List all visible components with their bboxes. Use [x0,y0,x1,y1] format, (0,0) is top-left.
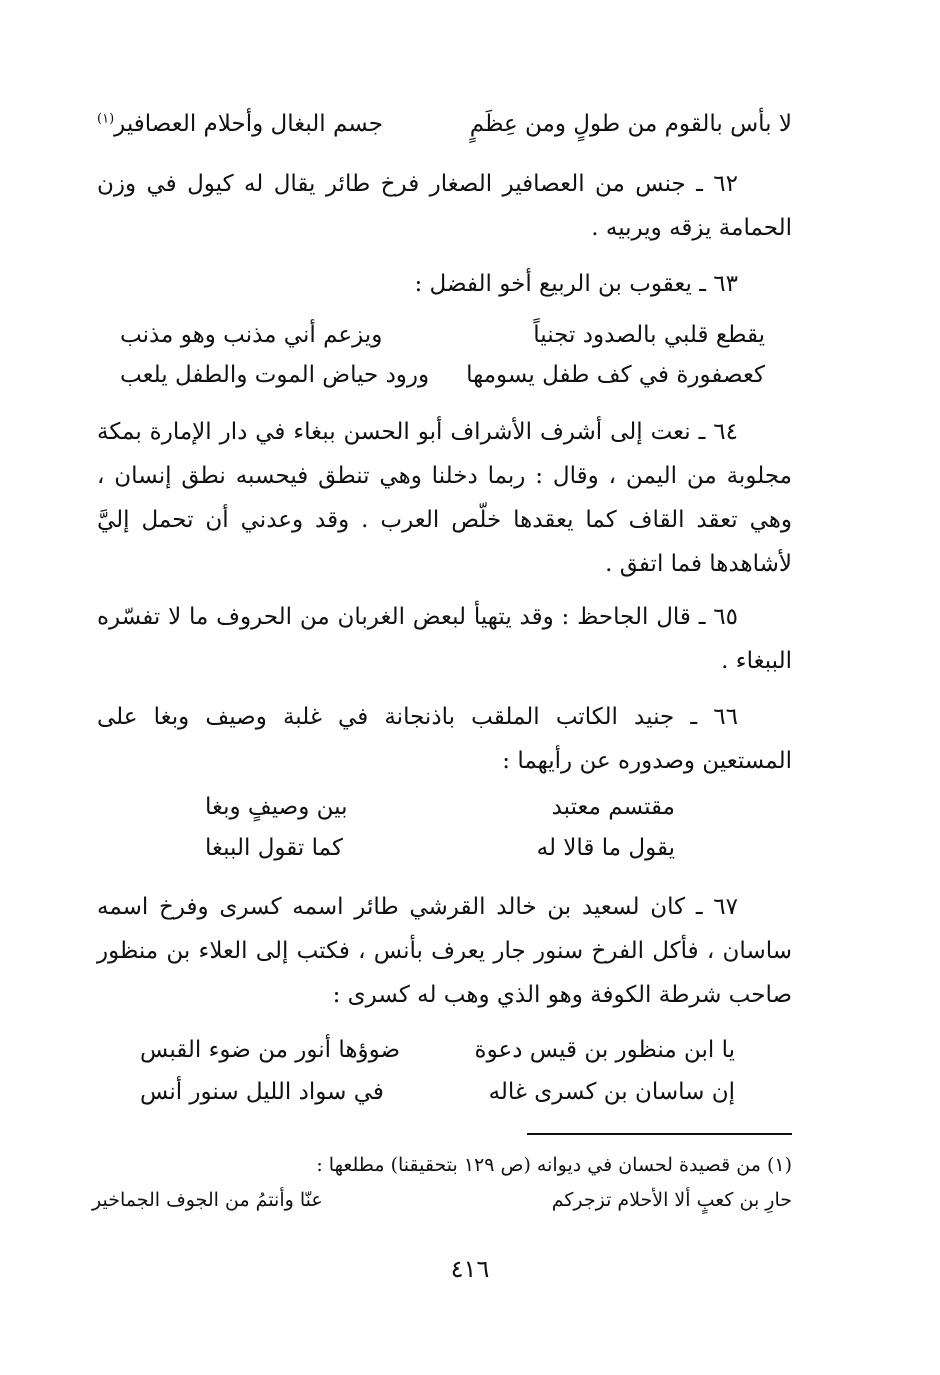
paragraph-63-text: ٦٣ ـ يعقوب بن الربيع أخو الفضل : [414,271,738,297]
paragraph-66 [97,695,792,783]
paragraph-65-text: ٦٥ ـ قال الجاحظ : وقد يتهيأ لبعض الغربان من الحروف ما لا تفسّره الببغاء . [97,604,792,674]
paragraph-62-text: ٦٢ ـ جنس من العصافير الصغار فرخ طائر يقال له كيول في وزن الحمامة يزقه ويربيه . [97,171,792,241]
verse-66-1-left: بين وصيفٍ وبغا [205,794,348,820]
paragraph-66-text: ٦٦ ـ جنيد الكاتب الملقب باذنجانة في غلبة وصيف وبغا على المستعين وصدوره عن رأيهما : [97,704,792,774]
footnote-line-1 [92,1150,792,1180]
verse-63-2 [120,355,765,395]
verse-63-1 [120,315,765,355]
verse-63-1-right: يقطع قلبي بالصدود تجنياً [533,322,765,348]
paragraph-67 [97,885,792,1017]
paragraph-63 [97,262,792,306]
verse-top-right [470,104,792,144]
paragraph-64 [97,410,792,586]
verse-top-left-text: جسم البغال وأحلام العصافير [114,111,384,137]
verse-67-1-right: يا ابن منظور بن قيس دعوة [474,1037,735,1063]
paragraph-65 [97,595,792,683]
paragraph-62 [97,162,792,250]
verse-66-2 [205,828,675,868]
footnote-verse-left: عنّا وأنتمُ من الجوف الجماخير [92,1189,323,1211]
paragraph-67-text: ٦٧ ـ كان لسعيد بن خالد القرشي طائر اسمه كسرى وفرخ اسمه ساسان ، فأكل الفرخ سنور جار يعرف بأنس ، فكتب إلى العلاء بن منظور صاحب شرطة الكوفة وهو الذي وهب له كسرى : [97,894,792,1008]
footnote-line-1-text: (١) من قصيدة لحسان في ديوانه (ص ١٢٩ بتحقيقنا) مطلعها : [316,1154,792,1176]
verse-63-2-left: ورود حياض الموت والطفل يلعب [120,362,430,388]
verse-63-2-right: كعصفورة في كف طفل يسومها [466,362,765,388]
verse-66-1-right: مقتسم معتبد [551,794,675,820]
verse-66-1 [205,787,675,827]
verse-67-1-left: ضوؤها أنور من ضوء القبس [140,1037,401,1063]
verse-67-1 [140,1030,735,1070]
verse-67-2-left: في سواد الليل سنور أنس [140,1079,384,1105]
footnote-verse-right: حارِ بن كعبٍ ألا الأحلام تزجركم [551,1189,792,1211]
footnote-marker[interactable]: (١) [97,111,115,127]
footnote-verse [92,1185,792,1215]
verse-top-right-text: لا بأس بالقوم من طولٍ ومن عِظَمٍ [469,111,792,137]
verse-top-left [97,104,383,144]
verse-top [97,104,792,144]
page-number: ٤١٦ [450,1255,490,1283]
footnote-separator [527,1133,792,1135]
verse-66-2-right: يقول ما قالا له [536,835,675,861]
verse-67-2 [140,1072,735,1112]
verse-67-2-right: إن ساسان بن كسرى غاله [488,1079,735,1105]
verse-66-2-left: كما تقول الببغا [205,835,343,861]
paragraph-64-text: ٦٤ ـ نعت إلى أشرف الأشراف أبو الحسن ببغاء في دار الإمارة بمكة مجلوبة من اليمن ، وقال : ربما دخلنا وهي تنطق فيحسبه نطق إنسان ، وهي تعقد القاف كما يعقدها خلّص العرب . وقد وعدني أن تحمل إليَّ لأشاهدها فما اتفق . [97,419,792,577]
verse-63-1-left: ويزعم أني مذنب وهو مذنب [120,322,383,348]
